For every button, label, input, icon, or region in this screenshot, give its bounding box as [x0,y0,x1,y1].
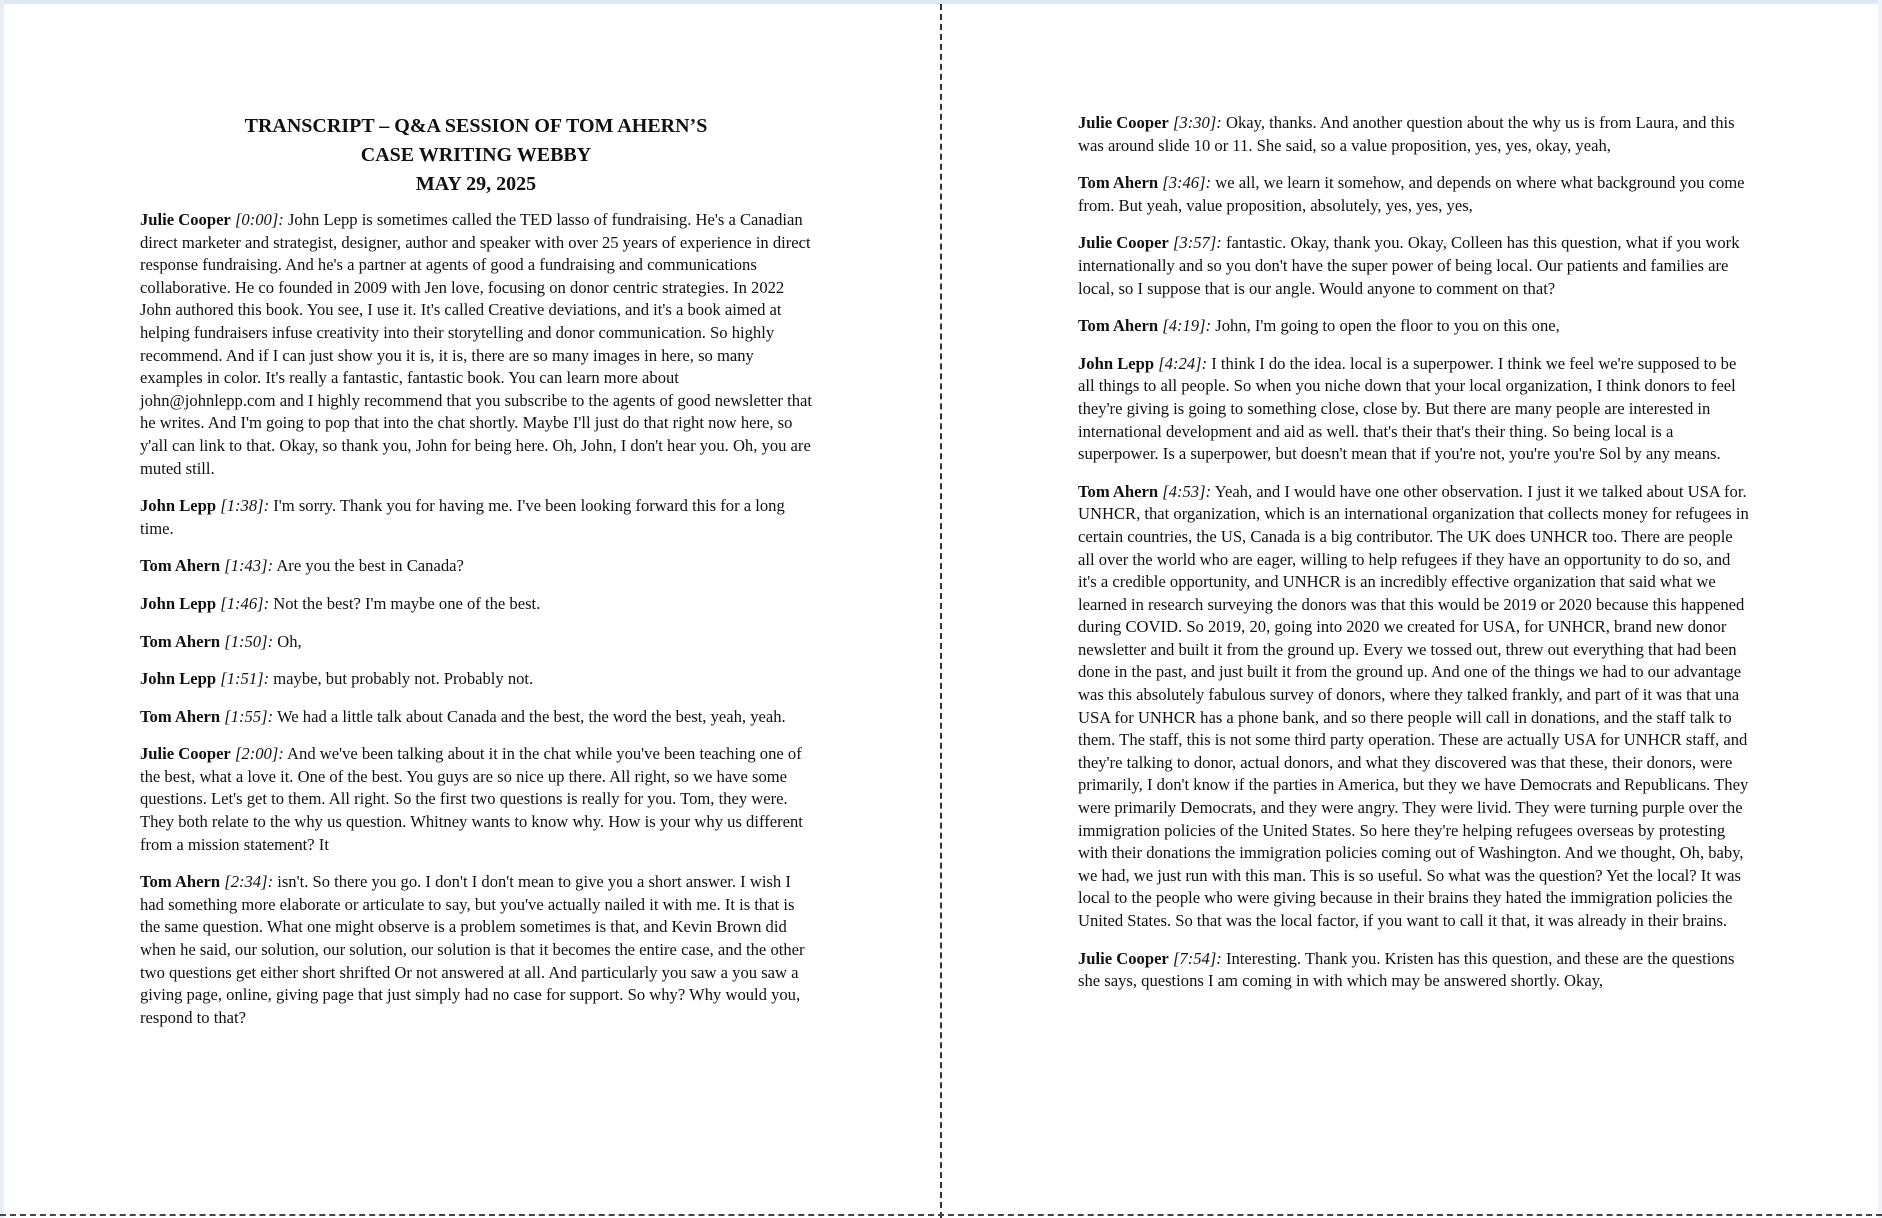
title-date: MAY 29, 2025 [415,173,537,195]
utterance-text: Not the best? I'm maybe one of the best. [269,593,541,613]
timestamp: [7:54]: [1172,948,1222,968]
timestamp: [1:46]: [220,593,270,613]
utterance-text: We had a little talk about Canada and the best, the word the best, yeah, yeah. [273,706,786,726]
speaker-name: John Lepp [140,669,217,689]
timestamp: [1:38]: [220,496,270,516]
title-line: TRANSCRIPT – Q&A SESSION OF TOM AHERN’S [244,115,708,137]
timestamp: [1:43]: [224,556,274,576]
transcript-paragraph [1078,481,1750,933]
transcript-paragraph [140,593,812,616]
transcript-paragraph [1078,315,1750,338]
left-transcript [140,209,812,1029]
utterance-text: Oh, [273,631,302,651]
right-edge [1878,0,1882,1218]
utterance-text: Okay, thanks. And another question about the why us is from Laura, and this was around slide 10 or 11. She said, so a value proposition, yes, yes, okay, yeah, [1078,113,1735,155]
transcript-paragraph [1078,172,1750,217]
utterance-text: Are you the best in Canada? [273,556,464,576]
speaker-name: Tom Ahern [140,631,221,651]
utterance-text: John, I'm going to open the floor to you on this one, [1211,316,1560,336]
transcript-paragraph [1078,948,1750,993]
transcript-paragraph [1078,112,1750,157]
right-page-text [1078,112,1750,1008]
transcript-paragraph [1078,232,1750,300]
utterance-text: isn't. So there you go. I don't I don't mean to give you a short answer. I wish I had something more elaborate or articulate to say, but you've actually nailed it with me. It is that is the same question. What one might observe is a problem sometimes is that, and Kevin Brown did when he said, our solution, our solution, our solution is that it becomes the entire case, and the other two questions get either short shrifted Or not answered at all. And particularly you saw a you saw a giving page, online, giving page that just simply had no case for support. So why? Why would you, respond to that? [140,872,805,1027]
speaker-name: Julie Cooper [1078,948,1169,968]
speaker-name: Tom Ahern [140,706,221,726]
speaker-name: John Lepp [140,496,217,516]
timestamp: [3:30]: [1172,113,1222,132]
transcript-paragraph [140,668,812,691]
timestamp: [4:19]: [1162,316,1212,336]
speaker-name: Tom Ahern [1078,173,1159,193]
speaker-name: Julie Cooper [1078,113,1169,132]
speaker-name: Julie Cooper [140,744,231,764]
speaker-name: Tom Ahern [140,556,221,576]
timestamp: [1:55]: [224,706,274,726]
utterance-text: Interesting. Thank you. Kristen has this question, and these are the questions she says, questions I am coming in with which may be answered shortly. Okay, [1078,948,1735,991]
document-title [140,112,812,199]
title-line: CASE WRITING WEBBY [360,144,592,166]
utterance-text: fantastic. Okay, thank you. Okay, Colleen has this question, what if you work internationally and so you don't have the super power of being local. Our patients and families are local, so I suppose that is our angle. Would anyone to comment on that? [1078,233,1740,298]
timestamp: [0:00]: [234,210,284,229]
utterance-text: maybe, but probably not. Probably not. [269,669,534,689]
speaker-name: Julie Cooper [140,210,231,229]
transcript-paragraph [140,743,812,856]
page-divider-horizontal [0,1214,1882,1216]
timestamp: [3:46]: [1162,173,1212,193]
utterance-text: I think I do the idea. local is a superpower. I think we feel we're supposed to be all things to all people. So when you niche down that your local organization, I think donors to feel they're giving is going to something close, close by. But there are many people are interested in international development and aid as well. that's their that's their thing. So being local is a superpower. Is a superpower, but doesn't mean that if you're not, you're you're Sol by any means. [1078,353,1737,464]
speaker-name: Julie Cooper [1078,233,1169,253]
timestamp: [1:51]: [220,669,270,689]
timestamp: [1:50]: [224,631,274,651]
speaker-name: Tom Ahern [1078,481,1159,501]
page-divider-vertical [940,4,942,1218]
utterance-text: And we've been talking about it in the chat while you've been teaching one of the best, what a love it. One of the best. You guys are so nice up there. All right, so we have some questions. Let's get to them. All right. So the first two questions is really for you. Tom, they were. They both relate to the why us question. Whitney wants to know why. How is your why us different from a mission statement? It [140,744,803,854]
transcript-paragraph [140,209,812,480]
timestamp: [3:57]: [1172,233,1222,253]
transcript-paragraph [140,871,812,1029]
transcript-paragraph [140,495,812,540]
utterance-text: I'm sorry. Thank you for having me. I've been looking forward this for a long time. [140,496,785,538]
speaker-name: John Lepp [1078,353,1155,373]
speaker-name: Tom Ahern [140,872,221,892]
timestamp: [4:24]: [1158,353,1208,373]
utterance-text: Yeah, and I would have one other observation. I just it we talked about USA for. UNHCR, that organization, which is an international organization that collects money for refugees in certain countries, the US, Canada is a big contributor. The UK does UNHCR too. There are people all over the world who are eager, willing to help refugees if they have an opportunity to do so, and it's a credible opportunity, and UNHCR is an incredibly effective organization that said what we learned in research surveying the donors was that this would be 2019 or 2020 because this happened during COVID. So 2019, 20, going into 2020 we created for USA, for UNHCR, brand new donor newsletter and built it from the ground up. Every we tossed out, threw out everything that had been done in the past, and just built it from the ground up. And one of the things we had to our advantage was this absolutely fabulous survey of donors, where they talked frankly, and part of it was that una USA for UNHCR has a phone bank, and so there people will call in donations, and the staff talk to them. The staff, this is not some third party operation. These are actually USA for UNHCR staff, and they're talking to donor, actual donors, and what they discovered was that these, their donors, were primarily, I don't know if the parties in America, but they we have Democrats and Republicans. They were primarily Democrats, and they were angry. They were livid. They were turning purple over the immigration policies of the United States. So here they're helping refugees overseas by protesting with their donations the immigration policies coming out of Washington. And we thought, Oh, baby, we had, we just run with this man. This is so useful. So what was the question? Yet the local? It was local to the people who were giving because in their brains they hated the immigration policies the United States. So that was the local factor, if you want to call it that, it was already in their brains. [1078,481,1749,930]
timestamp: [4:53]: [1162,481,1212,501]
transcript-paragraph [1078,353,1750,466]
speaker-name: Tom Ahern [1078,316,1159,336]
utterance-text: John Lepp is sometimes called the TED lasso of fundraising. He's a Canadian direct marketer and strategist, designer, author and speaker with over 25 years of experience in direct response fundraising. And he's a partner at agents of good a fundraising and communications collaborative. He co founded in 2009 with Jen love, focusing on donor centric strategies. In 2022 John authored this book. You see, I use it. It's called Creative deviations, and it's a book aimed at helping fundraisers infuse creativity into their storytelling and donor communication. So highly recommend. And if I can just show you it is, it is, there are so many images in here, so many examples in color. It's really a fantastic, fantastic book. You can learn more about john@johnlepp.com and I highly recommend that you subscribe to the agents of good newsletter that he writes. And I'm going to pop that into the chat shortly. Maybe I'll just do that right now here, so y'all can link to that. Okay, so thank you, John for being here. Oh, John, I don't hear you. Oh, you are muted still. [140,210,812,478]
speaker-name: John Lepp [140,593,217,613]
right-transcript [1078,112,1750,993]
left-page-text [140,112,812,1044]
timestamp: [2:00]: [234,744,284,764]
transcript-paragraph [140,555,812,578]
timestamp: [2:34]: [224,872,274,892]
utterance-text: we all, we learn it somehow, and depends on where what background you come from. But yeah, value proposition, absolutely, yes, yes, yes, [1078,173,1745,215]
transcript-paragraph [140,706,812,729]
transcript-paragraph [140,631,812,654]
